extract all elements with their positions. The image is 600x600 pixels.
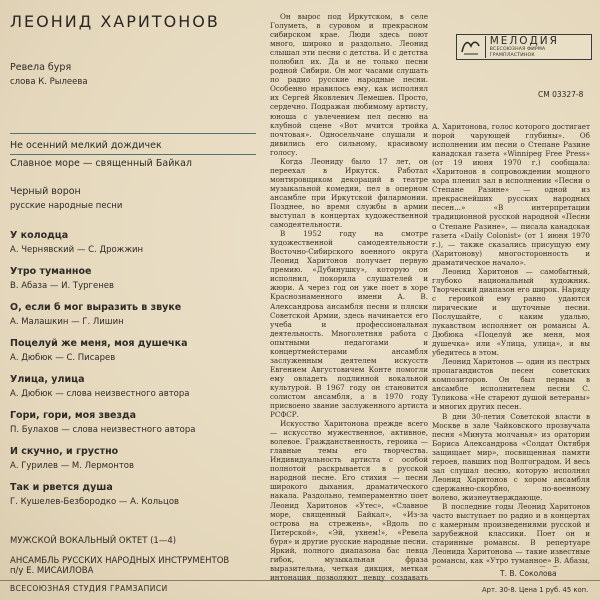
liner-paragraph: Он вырос под Иркутском, в селе Голуметь, в суровом и прекрасном сибирском крае. Люди здесь поют много, широко и раздольно. Леонид слышал эти песни с детства. И с детства полюбил их. Да и не только песни родной Сибири. Он мог часами слушать по радио русские народные песни. Особенно нравилось ему, как исполнял их Сергей Яковлевич Лемешев. Просто, сердечно. Подражая любимому артисту, юноша с увлечением пел песню на клубной сцене «Вот мчится тройка почтовая». Односельчане слушали и дивились его сильному, красивому голосу.: [270, 12, 428, 157]
price-line: Арт. 30-8. Цена 1 руб. 45 коп.: [482, 586, 589, 594]
track-item: [10, 338, 258, 364]
label-name: МЕЛОДИЯ: [489, 34, 559, 47]
track-title: Улица, улица: [10, 374, 85, 385]
liner-notes-column-1: [270, 12, 428, 582]
track-title: Поцелуй же меня, моя душечка: [10, 338, 188, 349]
liner-paragraph: В дни 30-летия Советской власти в Москве в зале Чайковского прозвучала песня «Минута молчанья» из оратории Бориса Александрова «Солдат Октября защищает мир», посвященная памяти героев, павших под Волгоградом. И весь зал слушал песню, которую исполнял Леонид Харитонов с хором ансамбля сдержанно-скорбно, по-военному волево, жизнеутверждающе.: [432, 411, 590, 502]
track-credit: В. Абаза — И. Тургенев: [10, 281, 115, 291]
track-credit: А. Малашкин — Г. Лишин: [10, 317, 124, 327]
liner-paragraph: Леонид Харитонов — один из пестрых пропагандистов песен советских композиторов. Он был первым в ансамбле исполнителем песни С. Туликова «Не стареют душой ветераны» и многих других песен.: [432, 357, 590, 412]
performer-octet: МУЖСКОЙ ВОКАЛЬНЫЙ ОКТЕТ (1—4): [10, 536, 177, 546]
track-title: Не осенний мелкий дождичек: [10, 140, 162, 151]
divider: [10, 133, 256, 134]
catalog-number: СМ 03327-8: [538, 90, 584, 99]
track-title: О, если б мог выразить в звуке: [10, 302, 182, 313]
track-item: [10, 186, 258, 212]
track-item: [10, 62, 258, 88]
melodiya-logo: [456, 34, 592, 60]
track-credit: А. Дюбюк — слова неизвестного автора: [10, 389, 190, 399]
label-subtitle: ВСЕСОЮЗНАЯ ФИРМА ГРАМПЛАСТИНОК: [489, 46, 546, 58]
track-item: [10, 410, 258, 436]
track-item: [10, 302, 258, 328]
melodiya-mark-icon: [457, 36, 486, 58]
track-credit: Г. Кушелев-Безбородко — А. Кольцов: [10, 497, 180, 507]
track-credit: русские народные песни: [10, 201, 123, 211]
track-title: Утро туманное: [10, 266, 92, 277]
liner-notes-column-2: [432, 122, 590, 567]
studio-name: ВСЕСОЮЗНАЯ СТУДИЯ ГРАМЗАПИСИ: [10, 584, 168, 593]
performer-ensemble: АНСАМБЛЬ РУССКИХ НАРОДНЫХ ИНСТРУМЕНТОВ: [10, 556, 230, 566]
track-title: Гори, гори, моя звезда: [10, 410, 137, 421]
track-title: Черный ворон: [10, 186, 81, 197]
track-item: [10, 230, 258, 256]
track-item: [10, 482, 258, 508]
track-credit: А. Дюбюк — С. Писарев: [10, 353, 116, 363]
track-item: [10, 446, 258, 472]
liner-paragraph: Искусство Харитонова прежде всего — искусство мужественное, активное, волевое. Гражданственность, героика — главные темы его творчества. Индивидуальность артиста с особой полнотой раскрывается в русской народной песне. Его стихия — песни широкого дыхания, драматического накала. Раздольно, темпераментно поет Леонид Харитонов «Утес», «Славное море, священный Байкал», «Из-за острова на стрежень», «Вдоль по Питерской», «Эй, ухнем!», «Ревела буря» и другие русские народные песни. Яркий, полного диапазона бас певца гибок, музыкальная фраза выразительна, четкая дикция, меткая интонация позволяют певцу создавать: [270, 419, 428, 582]
artist-name: ЛЕОНИД ХАРИТОНОВ: [10, 12, 220, 31]
liner-paragraph: В последние годы Леонид Харитонов часто выступает по радио и в концертах с камерным произведениями русской и зарубежной классики. Поет он и старинные романсы. В репертуаре Леонида Харитонова — такие известные романсы, как «Утро туманное» В. Абазы,: [432, 501, 590, 566]
track-item: [10, 158, 258, 169]
track-title: И скучно, и грустно: [10, 446, 119, 457]
liner-paragraph: В 1952 году на смотре художественной самодеятельности Восточно-Сибирского военного округа Леонид Харитонов получает первую премию. «Дубинушку», которую он исполнил, покорила слушателей и жюри. А через год он уже поет в хоре Краснознаменного имени А. В. Александрова ансамбля песни и пляски Советской Армии, здесь начинается его учеба и профессиональная деятельность. Многолетняя работа с опытными педагогами и концертмейстерами ансамбля заслуженным деятелем искусств Евгением Августовичем Конте помогли ему овладеть подлинной вокальной культурой. В 1967 году он становится солистом ансамбля, а в 1970 году присвоено звание заслуженного артиста РСФСР.: [270, 229, 428, 420]
author-signature: Т. В. Соколова: [500, 569, 557, 578]
divider: [10, 154, 256, 155]
track-title: Ревела буря: [10, 62, 72, 73]
track-credit: слова К. Рылеева: [10, 77, 88, 87]
liner-paragraph: Леонид Харитонов — самобытный, глубоко национальный художник. Творческий диапазон его широк. Наряду с героикой ему равно удаются лирические и шуточные песни. Послушайте, с каким удалью, лукавством исполняет он романсы А. Дюбюка «Поцелуй же меня, моя душечка» или «Улица, улица», и вы убедитесь в этом.: [432, 266, 590, 358]
track-item: [10, 140, 258, 151]
track-title: Так и рвется душа: [10, 482, 113, 493]
track-credit: П. Булахов — слова неизвестного автора: [10, 425, 196, 435]
track-title: Славное море — священный Байкал: [10, 158, 192, 169]
track-title: У колодца: [10, 230, 69, 241]
track-credit: А. Гурилев — М. Лермонтов: [10, 461, 135, 471]
performer-conductor: п/у Е. МИСАИЛОВА: [10, 566, 94, 576]
liner-paragraph: Когда Леониду было 17 лет, он переехал в Иркутск. Работал монтировщиком декораций в театре музыкальной комедии, пел в оперном ансамбле при Иркутской филармонии. Позднее, во время службы в армии выступал в концертах художественной самодеятельности.: [270, 156, 428, 230]
performers: [10, 536, 229, 576]
liner-paragraph: А. Харитонова, голос которого достигает порой чарующей глубины». Об исполнении им песни о Степане Разине канадская газета «Winnipeg Free Press» (от 19 июня 1970 г.) сообщала: «Харитонов в сопровождении мощного хора пленил зал в исполнении «Песни о Степане Разине» — одной из прекраснейших русских народных песен...» «В интерпретации традиционной русской народной «Песни о Степане Разине», — писала канадская газета «Daily Colonist» (от 1 июня 1970 г.), — также сказались присущую ему (Харитонову) многосторонность и драматическое начало».: [432, 122, 590, 267]
track-item: [10, 266, 258, 292]
track-item: [10, 374, 258, 400]
track-credit: А. Чернявский — С. Дрожжин: [10, 245, 144, 255]
